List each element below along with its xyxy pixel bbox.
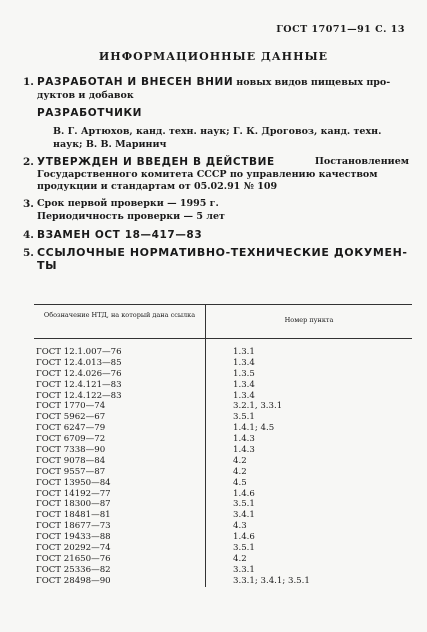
table-cell-document: ГОСТ 12.4.121—83 [36,379,122,390]
table-cell-clause: 1.3.4 [233,390,255,401]
table-cell-document: ГОСТ 7338—90 [36,445,106,456]
table-cell-document: ГОСТ 12.4.122—83 [36,390,122,401]
table-cell-clause: 4.5 [233,477,247,488]
table-cell-clause: 3.3.1 [233,564,255,575]
table-cell-document: ГОСТ 1770—74 [36,401,106,412]
table-cell-clause: 4.2 [233,466,247,477]
developers-heading: РАЗРАБОТЧИКИ [37,107,143,119]
table-cell-document: ГОСТ 18677—73 [36,521,111,532]
table-cell-clause: 3.5.1 [233,499,255,510]
developers-line: В. Г. Артюхов, канд. техн. наук; Г. К. Дроговоз, канд. техн. [53,126,382,137]
table-cell-clause: 1.4.1; 4.5 [233,423,275,434]
document-column [34,339,206,587]
table-cell-clause: 3.4.1 [233,510,255,521]
section-heading: ВЗАМЕН ОСТ 18—417—83 [37,229,203,241]
table-cell-clause: 1.4.3 [233,434,255,445]
table-cell-clause: 1.3.5 [233,368,255,379]
section-text: дуктов и добавок [37,89,134,101]
table-cell-clause: 3.5.1 [233,543,255,554]
section-text: Периодичность проверки — 5 лет [37,210,225,222]
table-cell-document: ГОСТ 6247—79 [36,423,106,434]
table-cell-clause: 3.5.1 [233,412,255,423]
section-text: продукции и стандартам от 05.02.91 № 109 [37,181,278,192]
section-text: новых видов пищевых про- [236,77,391,88]
section-heading: ТЫ [37,258,58,272]
developers-heading-block [37,107,409,121]
section-heading: ССЫЛОЧНЫЕ НОРМАТИВНО-ТЕХНИЧЕСКИЕ ДОКУМЕН- [37,246,408,259]
table-cell-clause: 4.2 [233,553,247,564]
table-cell-document: ГОСТ 9078—84 [36,455,106,466]
table-cell-document: ГОСТ 9557—87 [36,466,106,477]
table-cell-clause: 3.3.1; 3.4.1; 3.5.1 [233,575,310,586]
table-cell-document: ГОСТ 12.4.013—85 [36,357,122,368]
table-cell-document: ГОСТ 12.1.007—76 [36,347,122,357]
section-heading: УТВЕРЖДЕН И ВВЕДЕН В ДЕЙСТВИЕ [37,156,275,168]
column-header-clause: Номер пункта [284,316,334,324]
table-cell-document: ГОСТ 21650—76 [36,553,111,564]
table-cell-clause: 1.4.6 [233,488,255,499]
column-header-document: Обозначение НТД, на который дана ссылка [34,305,206,338]
table-cell-document: ГОСТ 18481—81 [36,510,111,521]
table-cell-clause: 1.3.4 [233,379,255,390]
table-cell-clause: 4.2 [233,455,247,466]
table-cell-document: ГОСТ 12.4.026—76 [36,368,122,379]
table-cell-document: ГОСТ 6709—72 [36,434,106,445]
table-cell-document: ГОСТ 5962—67 [36,412,106,423]
developers-line: наук; В. В. Маринич [53,138,167,150]
section-heading: РАЗРАБОТАН И ВНЕСЕН ВНИИ [37,76,234,88]
page-title: ИНФОРМАЦИОННЫЕ ДАННЫЕ [98,50,329,63]
page-header: ГОСТ 17071—91 С. 13 [276,24,405,35]
table-cell-clause: 4.3 [233,521,247,532]
table-cell-document: ГОСТ 20292—74 [36,543,111,554]
section-number: 4. [23,229,34,241]
section-5 [23,246,409,272]
table-cell-document: ГОСТ 14192—77 [36,488,111,499]
table-cell-document: ГОСТ 19433—88 [36,532,111,543]
table-cell-document: ГОСТ 13950—84 [36,477,111,488]
section-number: 2. [23,156,34,168]
table-body [34,339,412,587]
table-cell-clause: 1.3.1 [233,347,255,357]
section-text: Государственного комитета СССР по управлению качеством [37,168,378,180]
section-text: Постановлением [314,156,409,167]
table-cell-clause: 1.3.4 [233,357,255,368]
section-2 [23,156,409,194]
developers-list [37,126,409,151]
section-number: 3. [23,198,34,210]
table-cell-document: ГОСТ 28498—90 [36,575,111,586]
table-cell-clause: 1.4.6 [233,532,255,543]
reference-table [34,304,412,587]
section-number: 5. [23,247,34,259]
table-cell-clause: 1.4.3 [233,445,255,456]
clause-column [206,339,412,587]
section-4 [23,229,409,243]
section-1 [23,76,409,102]
table-cell-clause: 3.2.1, 3.3.1 [233,401,283,412]
section-number: 1. [23,76,34,88]
table-header [34,305,412,339]
section-3 [23,198,409,223]
table-cell-document: ГОСТ 18300—87 [36,499,111,510]
section-text: Срок первой проверки — 1995 г. [37,198,219,209]
table-cell-document: ГОСТ 25336—82 [36,564,111,575]
